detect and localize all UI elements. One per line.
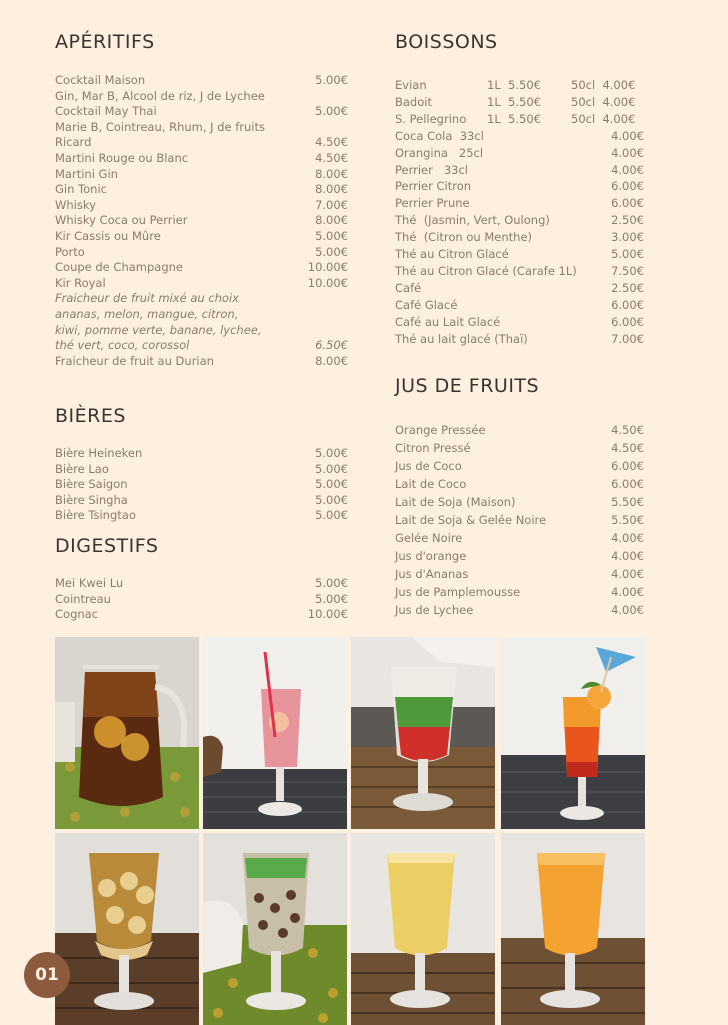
menu-item	[395, 583, 644, 601]
photo-orange-cocktail	[501, 637, 645, 829]
menu-item	[395, 601, 644, 619]
menu-item-name: Orangina 25cl	[395, 145, 484, 160]
menu-item	[395, 145, 644, 162]
menu-item-name: Kir Cassis ou Mûre	[55, 228, 161, 243]
menu-item-price: 5.00€	[611, 247, 644, 262]
menu-item	[55, 462, 348, 478]
fraicheur-description: kiwi, pomme verte, banane, lychee,	[55, 322, 262, 337]
menu-item	[55, 120, 348, 136]
menu-item-name: Café au Lait Glacé	[395, 314, 501, 329]
menu-item	[395, 565, 644, 583]
water-price-1l: 1L 5.50€	[487, 78, 541, 92]
menu-item	[55, 73, 348, 89]
menu-item-name: Ricard	[55, 135, 92, 150]
menu-item	[55, 167, 348, 183]
menu-item-price: 4.00€	[611, 531, 644, 545]
menu-item-name: Perrier 33cl	[395, 162, 468, 177]
menu-item	[55, 477, 348, 493]
menu-item-price: 10.00€	[307, 260, 348, 275]
menu-item-price: 4.50€	[611, 423, 644, 437]
menu-item-price: 4.00€	[611, 162, 644, 177]
drink-photo-grid	[55, 637, 645, 1024]
photo-pineapple-juice	[351, 833, 495, 1025]
menu-item	[395, 128, 644, 145]
menu-item-price: 10.00€	[307, 607, 348, 622]
menu-item	[55, 493, 348, 509]
menu-item-price: 7.00€	[611, 331, 644, 346]
photo-soy-jelly-drink	[203, 833, 347, 1025]
menu-item-price: 6.00€	[611, 297, 644, 312]
menu-item	[395, 229, 644, 246]
photo-iced-tea-carafe	[55, 637, 199, 829]
menu-item-price: 4.00€	[611, 585, 644, 599]
menu-item	[55, 135, 348, 151]
menu-item-price: 5.00€	[315, 576, 348, 590]
menu-item-name: Cointreau	[55, 591, 111, 606]
menu-item-price: 4.50€	[315, 150, 348, 165]
menu-item	[395, 529, 644, 547]
section-title-aperitifs: APÉRITIFS	[55, 31, 155, 53]
menu-item-price: 8.00€	[315, 182, 348, 197]
menu-item	[55, 338, 348, 354]
water-item	[395, 111, 644, 128]
menu-item-name: Lait de Soja (Maison)	[395, 495, 516, 509]
menu-item	[55, 104, 348, 120]
menu-item-name: Cocktail Maison	[55, 73, 146, 87]
water-price-1l: 1L 5.50€	[487, 94, 541, 109]
menu-item-name: Martini Rouge ou Blanc	[55, 150, 189, 165]
water-price-50cl: 50cl 4.00€	[571, 78, 636, 92]
menu-item-name: Orange Pressée	[395, 423, 486, 437]
menu-item	[395, 493, 644, 511]
menu-item	[55, 446, 348, 462]
menu-item	[395, 314, 644, 331]
menu-item-price: 5.00€	[315, 73, 348, 87]
menu-item	[395, 439, 644, 457]
photo-longan-drink	[55, 833, 199, 1025]
section-title-bieres: BIÈRES	[55, 405, 126, 427]
menu-item-name: Café	[395, 280, 422, 295]
menu-item-name: Jus d'orange	[395, 549, 467, 563]
menu-item-name: thé vert, coco, corossol	[55, 338, 190, 353]
menu-item-name: Bière Heineken	[55, 446, 143, 460]
menu-item	[395, 421, 644, 439]
menu-item	[55, 592, 348, 608]
menu-item-price: 6.00€	[611, 477, 644, 491]
menu-item-price: 4.00€	[611, 603, 644, 617]
menu-item-name: Lait de Soja & Gelée Noire	[395, 513, 547, 527]
menu-item	[55, 276, 348, 292]
boissons-list	[395, 77, 644, 348]
menu-item	[55, 229, 348, 245]
menu-item	[55, 508, 348, 524]
bieres-list	[55, 446, 348, 524]
menu-item	[55, 245, 348, 261]
menu-item-price: 5.50€	[611, 495, 644, 509]
menu-item-name: Bière Saigon	[55, 477, 128, 492]
menu-item-price: 8.00€	[315, 213, 348, 228]
menu-item-name: Coca Cola 33cl	[395, 128, 484, 143]
photo-pink-drink	[203, 637, 347, 829]
menu-item-name: Thé au lait glacé (Thaï)	[395, 331, 528, 346]
jus-list	[395, 421, 644, 619]
menu-item-name: Martini Gin	[55, 166, 118, 181]
menu-item	[395, 547, 644, 565]
menu-item-price: 5.00€	[315, 492, 348, 507]
menu-item-name: Bière Tsingtao	[55, 508, 136, 523]
menu-item-price: 3.00€	[611, 230, 644, 245]
menu-item-price: 2.50€	[611, 213, 644, 228]
menu-item	[55, 151, 348, 167]
menu-item-name: Kir Royal	[55, 275, 106, 290]
menu-item	[55, 354, 348, 370]
section-title-jus: JUS DE FRUITS	[395, 375, 540, 397]
section-title-boissons: BOISSONS	[395, 31, 498, 53]
menu-item-price: 5.00€	[315, 104, 348, 119]
water-name: Badoit	[395, 94, 432, 109]
section-title-digestifs: DIGESTIFS	[55, 535, 159, 557]
menu-item	[395, 331, 644, 348]
menu-item-price: 4.00€	[611, 145, 644, 160]
water-price-1l: 1L 5.50€	[487, 111, 541, 126]
menu-item-price: 4.00€	[611, 128, 644, 143]
menu-item-price: 6.00€	[611, 179, 644, 194]
menu-item	[395, 178, 644, 195]
menu-item-price: 2.50€	[611, 280, 644, 295]
menu-item-price: 6.00€	[611, 196, 644, 211]
menu-item	[395, 195, 644, 212]
menu-item-price: 7.00€	[315, 197, 348, 212]
water-price-50cl: 50cl 4.00€	[571, 94, 636, 109]
menu-item-name: Gin, Mar B, Alcool de riz, J de Lychee	[55, 88, 265, 103]
menu-item-price: 5.00€	[315, 591, 348, 606]
menu-item	[55, 607, 348, 623]
photo-green-jelly-drink	[351, 637, 495, 829]
menu-item-price: 7.50€	[611, 263, 644, 278]
page-number-badge: 01	[24, 952, 70, 998]
menu-item-name: Marie B, Cointreau, Rhum, J de fruits	[55, 119, 265, 134]
menu-item-price: 4.50€	[611, 441, 644, 455]
menu-item-price: 5.00€	[315, 228, 348, 243]
menu-item-price: 6.00€	[611, 459, 644, 473]
menu-item	[55, 260, 348, 276]
menu-item-name: Citron Pressé	[395, 441, 471, 455]
menu-item	[55, 182, 348, 198]
fraicheur-description: ananas, melon, mangue, citron,	[55, 306, 239, 321]
menu-item-name: Thé au Citron Glacé	[395, 247, 509, 262]
menu-item-name: Thé (Citron ou Menthe)	[395, 230, 533, 245]
menu-item	[55, 576, 348, 592]
menu-item-price: 6.00€	[611, 314, 644, 329]
menu-item-price: 8.00€	[315, 353, 348, 368]
menu-item-price: 4.00€	[611, 567, 644, 581]
menu-item-name: Cognac	[55, 607, 99, 622]
digestifs-list	[55, 576, 348, 623]
menu-item-name: Café Glacé	[395, 297, 458, 312]
menu-item-name: Gin Tonic	[55, 182, 107, 197]
menu-item-price: 5.00€	[315, 508, 348, 523]
menu-item-name: Jus d'Ananas	[395, 567, 469, 581]
menu-item	[395, 297, 644, 314]
menu-item-name: Whisky	[55, 197, 96, 212]
menu-item-name: Coupe de Champagne	[55, 260, 183, 275]
menu-item-price: 4.00€	[611, 549, 644, 563]
menu-item	[55, 89, 348, 105]
menu-item	[395, 511, 644, 529]
water-name: Evian	[395, 78, 427, 92]
photo-mango-juice	[501, 833, 645, 1025]
menu-item-name: Jus de Coco	[395, 459, 462, 473]
menu-item-name: Mei Kwei Lu	[55, 576, 124, 590]
menu-item-name: Jus de Pamplemousse	[395, 585, 521, 599]
menu-item-name: Perrier Prune	[395, 196, 470, 211]
menu-item-price: 8.00€	[315, 166, 348, 181]
menu-item-name: Cocktail May Thai	[55, 104, 157, 119]
menu-item-price: 6.50€	[315, 338, 348, 353]
fraicheur-description: Fraicheur de fruit mixé au choix	[55, 291, 239, 306]
menu-item-price: 5.50€	[611, 513, 644, 527]
menu-item-price: 5.00€	[315, 446, 348, 460]
water-item	[395, 94, 644, 111]
menu-item-price: 4.50€	[315, 135, 348, 150]
menu-item	[395, 475, 644, 493]
menu-item-name: Jus de Lychee	[395, 603, 474, 617]
menu-item	[395, 280, 644, 297]
menu-item	[55, 198, 348, 214]
menu-item	[395, 246, 644, 263]
menu-item-price: 10.00€	[307, 275, 348, 290]
menu-item-name: Whisky Coca ou Perrier	[55, 213, 188, 228]
menu-item-price: 5.00€	[315, 244, 348, 259]
menu-item	[395, 263, 644, 280]
menu-item	[55, 213, 348, 229]
menu-item-name: Fraicheur de fruit au Durian	[55, 353, 214, 368]
menu-item-name: Bière Singha	[55, 492, 128, 507]
aperitifs-list	[55, 73, 348, 369]
menu-item-name: Porto	[55, 244, 85, 259]
menu-item-name: Thé (Jasmin, Vert, Oulong)	[395, 213, 550, 228]
menu-item	[395, 162, 644, 179]
water-price-50cl: 50cl 4.00€	[571, 111, 636, 126]
menu-item-price: 5.00€	[315, 477, 348, 492]
menu-item-name: Lait de Coco	[395, 477, 467, 491]
menu-item-price: 5.00€	[315, 461, 348, 476]
menu-item	[395, 457, 644, 475]
menu-item-name: Gelée Noire	[395, 531, 463, 545]
menu-item-name: Bière Lao	[55, 461, 109, 476]
menu-item-name: Thé au Citron Glacé (Carafe 1L)	[395, 263, 577, 278]
menu-item	[395, 212, 644, 229]
water-name: S. Pellegrino	[395, 111, 467, 126]
water-item	[395, 77, 644, 94]
menu-item-name: Perrier Citron	[395, 179, 472, 194]
